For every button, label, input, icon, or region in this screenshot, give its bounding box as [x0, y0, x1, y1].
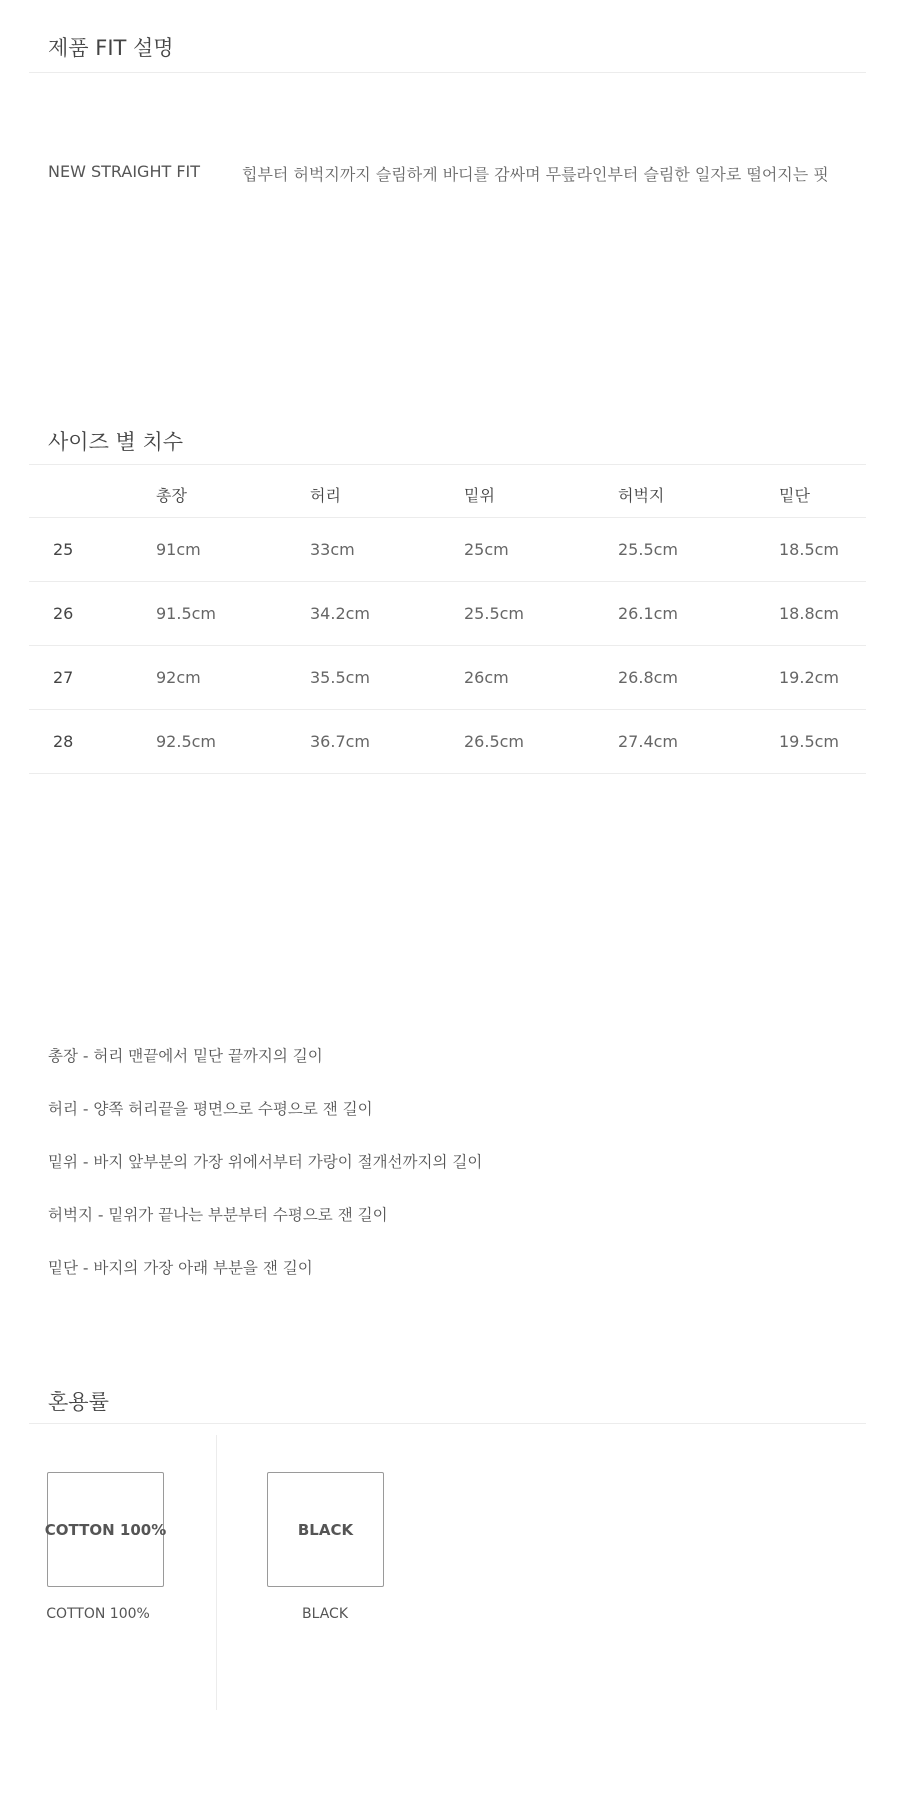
column-header-hem: 밑단: [779, 486, 810, 505]
swatch-caption-cotton: COTTON 100%: [46, 1606, 150, 1622]
table-cell: 25.5cm: [618, 540, 679, 559]
column-header-waist: 허리: [310, 486, 341, 505]
swatch-cotton: COTTON 100%: [47, 1472, 164, 1587]
material-section-title: 혼용률: [48, 1390, 109, 1414]
table-cell: 91cm: [156, 540, 201, 559]
divider: [29, 72, 866, 73]
table-header-row: [29, 465, 866, 518]
definition-total-length: 총장 - 허리 맨끝에서 밑단 끝까지의 길이: [48, 1047, 323, 1065]
fit-section-title: 제품 FIT 설명: [48, 36, 174, 60]
table-cell: 27.4cm: [618, 732, 679, 751]
table-cell: 26cm: [464, 668, 509, 687]
table-cell: 35.5cm: [310, 668, 371, 687]
table-cell: 91.5cm: [156, 604, 217, 623]
swatch-caption-black: BLACK: [301, 1606, 348, 1622]
table-cell: 18.8cm: [779, 604, 840, 623]
definition-waist: 허리 - 양쪽 허리끝을 평면으로 수평으로 잰 길이: [48, 1100, 373, 1118]
table-cell: 26.1cm: [618, 604, 679, 623]
table-row: [29, 710, 866, 774]
size-cell: 26: [53, 604, 74, 623]
table-cell: 25.5cm: [464, 604, 525, 623]
table-cell: 19.5cm: [779, 732, 840, 751]
fit-row: [48, 162, 868, 184]
table-cell: 92cm: [156, 668, 201, 687]
size-table: [29, 465, 866, 774]
table-row: [29, 646, 866, 710]
divider: [29, 1423, 866, 1424]
fit-name: NEW STRAIGHT FIT: [48, 162, 201, 181]
swatch-black: BLACK: [267, 1472, 384, 1587]
table-row: [29, 582, 866, 646]
definition-hem: 밑단 - 바지의 가장 아래 부분을 잰 길이: [48, 1259, 313, 1277]
column-header-rise: 밑위: [464, 486, 495, 505]
fit-description: 힙부터 허벅지까지 슬림하게 바디를 감싸며 무릎라인부터 슬림한 일자로 떨어지는 핏: [242, 165, 829, 184]
table-cell: 18.5cm: [779, 540, 840, 559]
size-section-title: 사이즈 별 치수: [48, 430, 184, 454]
vertical-divider: [216, 1435, 217, 1710]
size-cell: 25: [53, 540, 74, 559]
size-cell: 27: [53, 668, 74, 687]
definition-thigh: 허벅지 - 밑위가 끝나는 부분부터 수평으로 잰 길이: [48, 1206, 388, 1224]
size-cell: 28: [53, 732, 74, 751]
table-row: [29, 518, 866, 582]
table-cell: 26.5cm: [464, 732, 525, 751]
column-header-thigh: 허벅지: [618, 486, 665, 505]
definition-rise: 밑위 - 바지 앞부분의 가장 위에서부터 가랑이 절개선까지의 길이: [48, 1153, 483, 1171]
table-cell: 34.2cm: [310, 604, 371, 623]
table-cell: 26.8cm: [618, 668, 679, 687]
table-cell: 92.5cm: [156, 732, 217, 751]
column-header-total-length: 총장: [156, 486, 187, 505]
table-cell: 33cm: [310, 540, 355, 559]
measurement-definitions: [48, 1044, 482, 1309]
table-cell: 36.7cm: [310, 732, 371, 751]
table-cell: 19.2cm: [779, 668, 840, 687]
table-cell: 25cm: [464, 540, 509, 559]
